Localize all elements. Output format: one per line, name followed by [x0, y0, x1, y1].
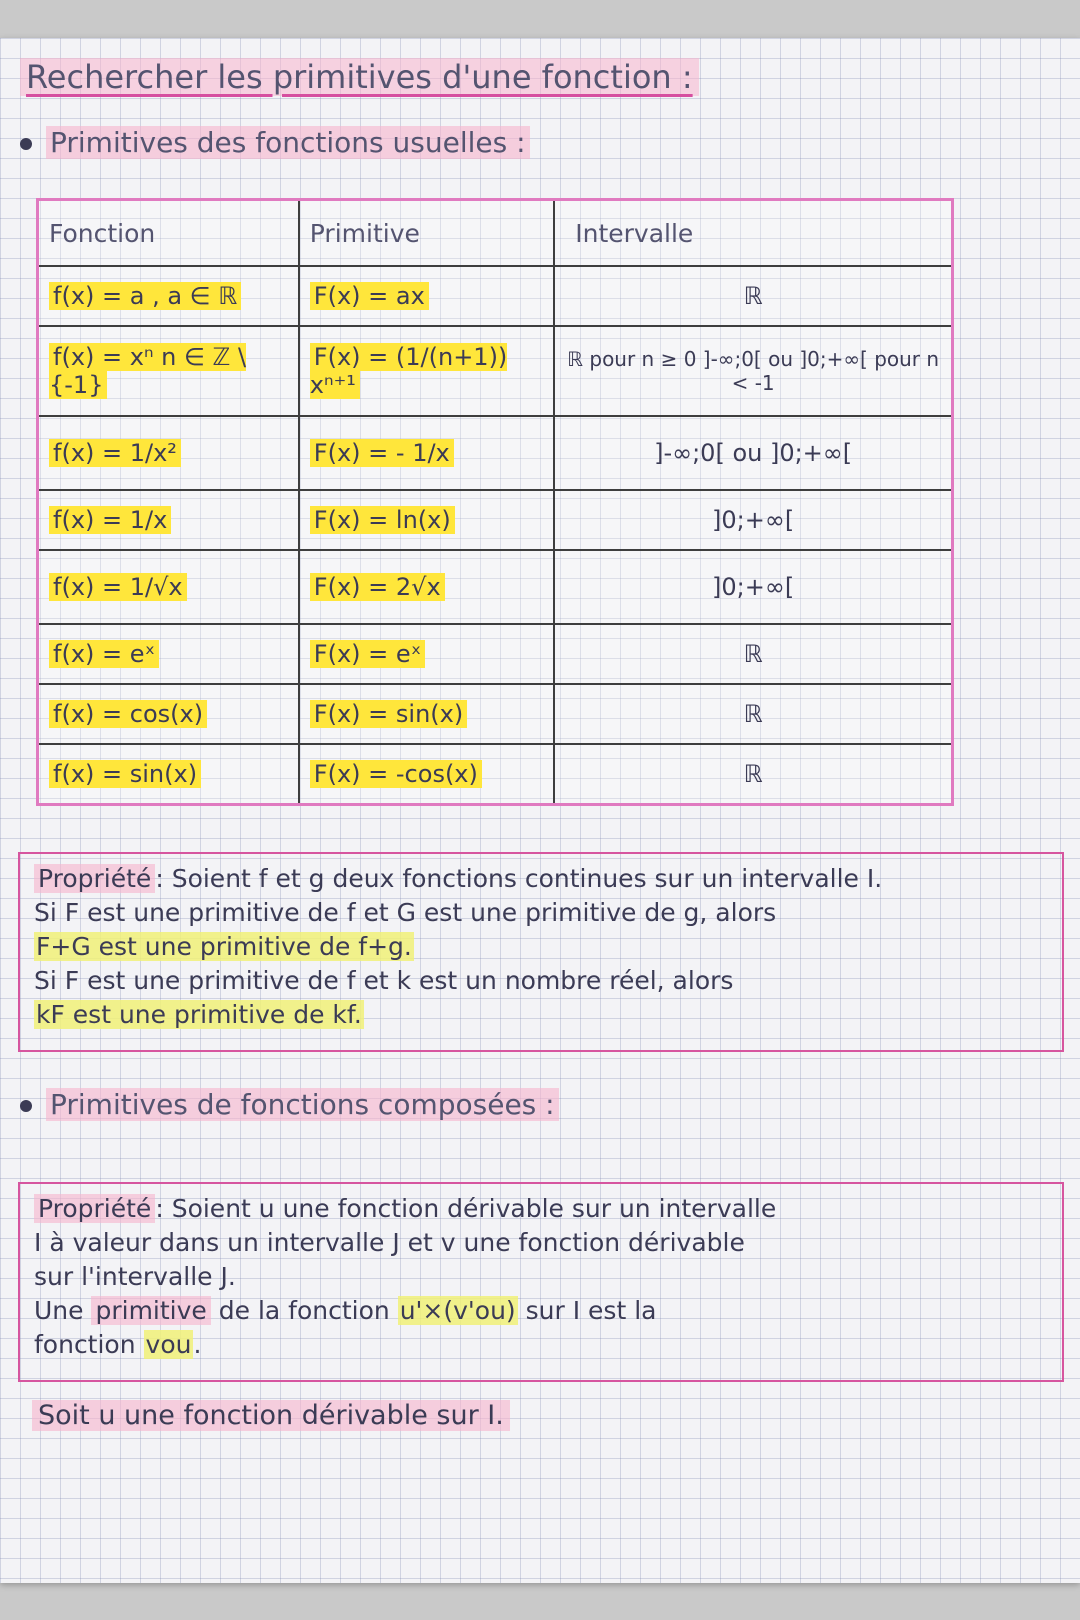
property-box-composed	[18, 1182, 1064, 1382]
table-row	[38, 266, 953, 326]
cell-function-text: f(x) = 1/x²	[49, 439, 181, 467]
property-line	[34, 1192, 1048, 1226]
cell-interval: ℝ pour n ≥ 0 ]-∞;0[ ou ]0;+∞[ pour n < -1	[554, 326, 952, 416]
property-highlight: u'×(v'ou)	[399, 1296, 516, 1325]
property-label: Propriété	[34, 864, 155, 893]
notebook-page	[0, 38, 1080, 1583]
bullet-icon	[20, 1100, 32, 1112]
cell-interval: ℝ	[554, 624, 952, 684]
cell-primitive-text: F(x) = eˣ	[310, 640, 426, 668]
cell-interval: ]0;+∞[	[554, 490, 952, 550]
table-row	[38, 624, 953, 684]
table-row	[38, 416, 953, 490]
cell-interval: ℝ	[554, 266, 952, 326]
cell-interval: ℝ	[554, 744, 952, 805]
header-intervalle: Intervalle	[554, 200, 952, 267]
table-row	[38, 550, 953, 624]
cell-function	[38, 684, 299, 744]
property-highlight: primitive	[91, 1296, 210, 1325]
table-row	[38, 744, 953, 805]
cell-function	[38, 326, 299, 416]
section-usual-heading-text: Primitives des fonctions usuelles :	[46, 126, 530, 159]
property-text: .	[193, 1330, 202, 1359]
property-text: : Soient u une fonction dérivable sur un intervalle	[155, 1194, 777, 1223]
section-composed-heading	[20, 1088, 559, 1121]
cell-interval: ]-∞;0[ ou ]0;+∞[	[554, 416, 952, 490]
property-line	[34, 1328, 1048, 1362]
closing-sentence: Soit u une fonction dérivable sur I.	[32, 1400, 510, 1431]
cell-function	[38, 266, 299, 326]
property-text: fonction	[34, 1330, 144, 1359]
property-line	[34, 998, 1048, 1032]
property-highlight: F+G est une primitive de f+g.	[36, 932, 412, 961]
cell-function	[38, 416, 299, 490]
cell-primitive-text: F(x) = ax	[310, 282, 429, 310]
cell-function-text: f(x) = 1/x	[49, 506, 171, 534]
cell-primitive	[299, 266, 554, 326]
cell-primitive	[299, 744, 554, 805]
cell-primitive-text: F(x) = sin(x)	[310, 700, 467, 728]
cell-function	[38, 550, 299, 624]
cell-primitive-text: F(x) = -cos(x)	[310, 760, 482, 788]
property-line	[34, 1294, 1048, 1328]
cell-primitive	[299, 624, 554, 684]
cell-function-text: f(x) = xⁿ n ∈ ℤ \ {-1}	[49, 343, 247, 399]
cell-function	[38, 744, 299, 805]
cell-primitive-text: F(x) = - 1/x	[310, 439, 454, 467]
cell-primitive	[299, 416, 554, 490]
cell-primitive	[299, 326, 554, 416]
cell-primitive-text: F(x) = ln(x)	[310, 506, 455, 534]
property-text: : Soient f et g deux fonctions continues sur un intervalle I.	[155, 864, 883, 893]
cell-primitive-text: F(x) = 2√x	[310, 573, 445, 601]
cell-function	[38, 624, 299, 684]
cell-function-text: f(x) = eˣ	[49, 640, 159, 668]
property-line: I à valeur dans un intervalle J et v une fonction dérivable	[34, 1228, 745, 1257]
cell-interval: ]0;+∞[	[554, 550, 952, 624]
cell-primitive	[299, 490, 554, 550]
cell-primitive	[299, 684, 554, 744]
property-line: Si F est une primitive de f et k est un nombre réel, alors	[34, 966, 734, 995]
table-header-row	[38, 200, 953, 267]
cell-function	[38, 490, 299, 550]
section-usual-heading	[20, 126, 530, 159]
table-row	[38, 326, 953, 416]
cell-primitive	[299, 550, 554, 624]
property-label: Propriété	[34, 1194, 155, 1223]
property-line: sur l'intervalle J.	[34, 1262, 236, 1291]
cell-function-text: f(x) = 1/√x	[49, 573, 187, 601]
property-box-sum	[18, 852, 1064, 1052]
bullet-icon	[20, 138, 32, 150]
header-primitive: Primitive	[299, 200, 554, 267]
property-text: sur I est la	[517, 1296, 657, 1325]
primitives-table	[36, 198, 954, 806]
section-composed-heading-text: Primitives de fonctions composées :	[46, 1088, 559, 1121]
property-line	[34, 862, 1048, 896]
property-line: Si F est une primitive de f et G est une primitive de g, alors	[34, 898, 777, 927]
table-row	[38, 490, 953, 550]
property-text: Une	[34, 1296, 92, 1325]
cell-function-text: f(x) = a , a ∈ ℝ	[49, 282, 241, 310]
header-fonction: Fonction	[38, 200, 299, 267]
cell-function-text: f(x) = sin(x)	[49, 760, 201, 788]
property-highlight: vou	[145, 1330, 192, 1359]
page-title: Rechercher les primitives d'une fonction :	[20, 58, 699, 96]
table-row	[38, 684, 953, 744]
property-highlight: kF est une primitive de kf.	[36, 1000, 362, 1029]
cell-function-text: f(x) = cos(x)	[49, 700, 207, 728]
property-line	[34, 930, 1048, 964]
property-text: de la fonction	[210, 1296, 398, 1325]
cell-interval: ℝ	[554, 684, 952, 744]
cell-primitive-text: F(x) = (1/(n+1)) xⁿ⁺¹	[309, 343, 508, 399]
